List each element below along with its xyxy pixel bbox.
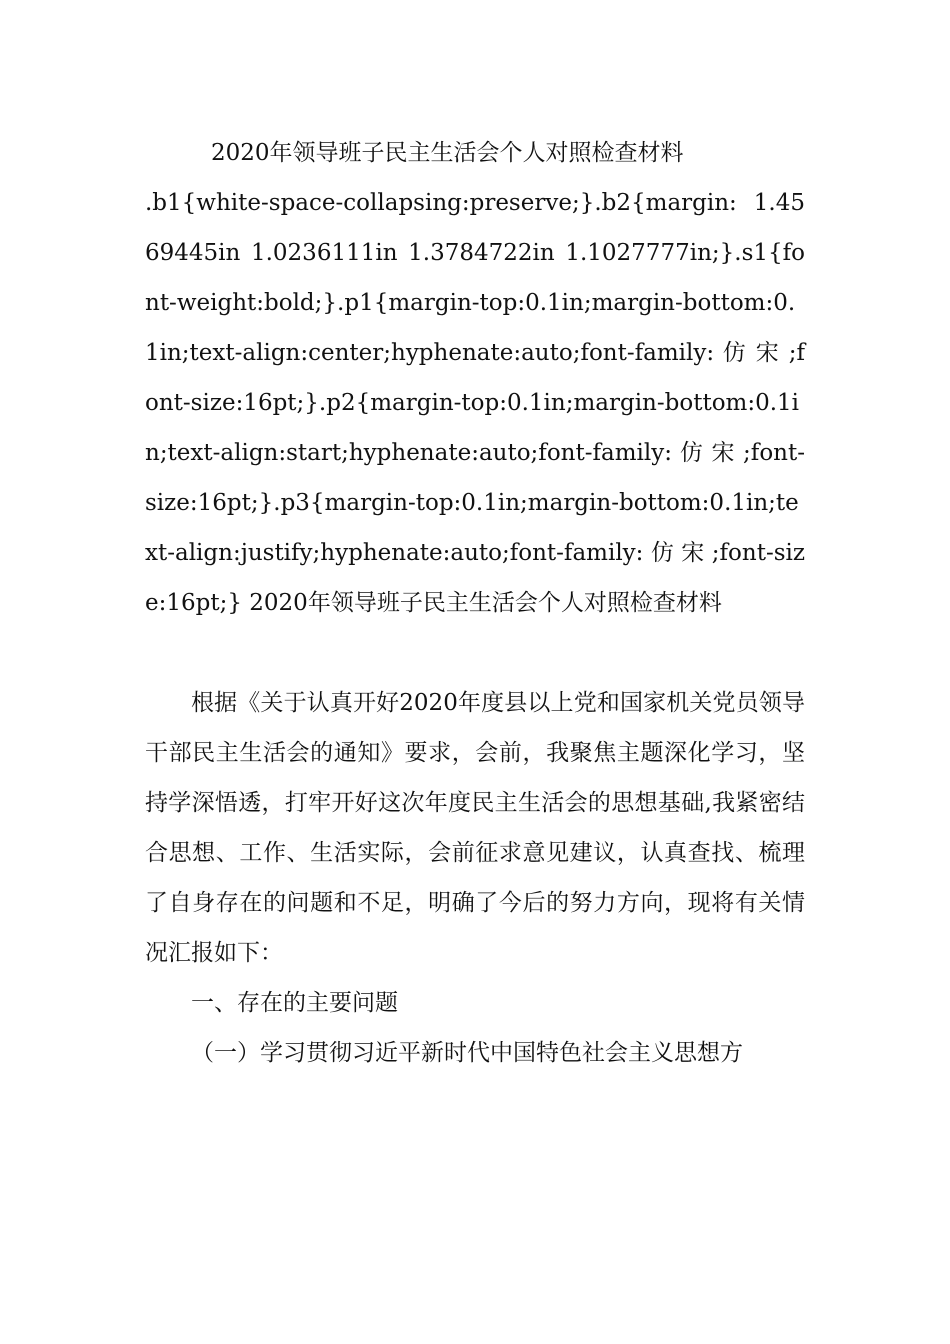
paragraph-spacer — [145, 628, 805, 678]
document-title: 2020年领导班子民主生活会个人对照检查材料 — [211, 140, 684, 166]
css-residue-text: .b1{white-space-collapsing:preserve;}.b2{margin: 1.4569445in 1.0236111in 1.3784722in 1.1027777in;}.s1{font-weight:bold;}.p1{margin-top:0.1in;margin-bottom:0.1in;text-align:center;hyphenate:auto;font-family: 仿 宋 ;font-size:16pt;}.p2{margin-top:0.1in;margin-bottom:0.1in;text-align:start;hyphenate:auto;font-family: 仿 宋 ;font-size:16pt;}.p3{margin-top:0.1in;margin-bottom:0.1in;text-align:justify;hyphenate:auto;font-family: 仿 宋 ;font-size:16pt;} 2020年领导班子民主生活会个人对照检查材料 — [145, 190, 805, 616]
document-page — [145, 128, 805, 1078]
section-heading: 一、存在的主要问题 — [191, 990, 398, 1016]
document-body — [145, 128, 805, 628]
intro-paragraph: 根据《关于认真开好2020年度县以上党和国家机关党员领导干部民主生活会的通知》要求，会前，我聚焦主题深化学习，坚持学深悟透，打牢开好这次年度民主生活会的思想基础,我紧密结合思想、工作、生活实际，会前征求意见建议，认真查找、梳理了自身存在的问题和不足，明确了今后的努力方向，现将有关情况汇报如下： — [145, 690, 805, 966]
subsection-heading: （一）学习贯彻习近平新时代中国特色社会主义思想方 — [191, 1040, 743, 1066]
